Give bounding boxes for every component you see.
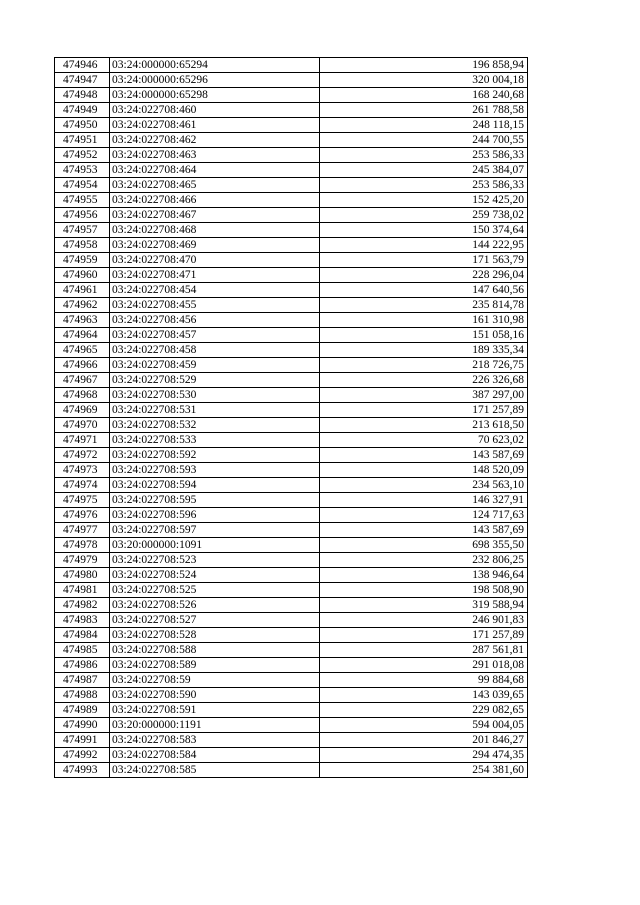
cadastral-number-cell: 03:24:022708:524 <box>110 568 320 583</box>
amount-cell: 245 384,07 <box>320 163 528 178</box>
amount-cell: 294 474,35 <box>320 748 528 763</box>
amount-cell: 143 039,65 <box>320 688 528 703</box>
amount-cell: 229 082,65 <box>320 703 528 718</box>
table-row <box>55 583 528 598</box>
row-number-cell: 474965 <box>55 343 110 358</box>
row-number-cell: 474973 <box>55 463 110 478</box>
cadastral-number-cell: 03:24:022708:471 <box>110 268 320 283</box>
cadastral-number-cell: 03:24:022708:458 <box>110 343 320 358</box>
row-number-cell: 474981 <box>55 583 110 598</box>
row-number-cell: 474985 <box>55 643 110 658</box>
amount-cell: 387 297,00 <box>320 388 528 403</box>
amount-cell: 320 004,18 <box>320 73 528 88</box>
row-number-cell: 474990 <box>55 718 110 733</box>
cadastral-number-cell: 03:24:000000:65294 <box>110 58 320 73</box>
table-row <box>55 628 528 643</box>
amount-cell: 143 587,69 <box>320 523 528 538</box>
table-row <box>55 238 528 253</box>
table-row <box>55 463 528 478</box>
table-row <box>55 643 528 658</box>
table-row <box>55 388 528 403</box>
cadastral-number-cell: 03:24:022708:591 <box>110 703 320 718</box>
table-row <box>55 223 528 238</box>
row-number-cell: 474966 <box>55 358 110 373</box>
table-row <box>55 403 528 418</box>
amount-cell: 152 425,20 <box>320 193 528 208</box>
table-row <box>55 568 528 583</box>
amount-cell: 161 310,98 <box>320 313 528 328</box>
cadastral-number-cell: 03:24:022708:592 <box>110 448 320 463</box>
table-row <box>55 613 528 628</box>
amount-cell: 246 901,83 <box>320 613 528 628</box>
amount-cell: 698 355,50 <box>320 538 528 553</box>
row-number-cell: 474979 <box>55 553 110 568</box>
row-number-cell: 474986 <box>55 658 110 673</box>
table-row <box>55 493 528 508</box>
row-number-cell: 474975 <box>55 493 110 508</box>
table-row <box>55 733 528 748</box>
row-number-cell: 474972 <box>55 448 110 463</box>
table-row <box>55 163 528 178</box>
cadastral-number-cell: 03:24:022708:530 <box>110 388 320 403</box>
cadastral-number-cell: 03:24:022708:595 <box>110 493 320 508</box>
amount-cell: 594 004,05 <box>320 718 528 733</box>
row-number-cell: 474954 <box>55 178 110 193</box>
row-number-cell: 474978 <box>55 538 110 553</box>
amount-cell: 151 058,16 <box>320 328 528 343</box>
amount-cell: 244 700,55 <box>320 133 528 148</box>
amount-cell: 171 257,89 <box>320 403 528 418</box>
table-row <box>55 193 528 208</box>
cadastral-number-cell: 03:24:022708:462 <box>110 133 320 148</box>
table-row <box>55 178 528 193</box>
table-row <box>55 478 528 493</box>
amount-cell: 138 946,64 <box>320 568 528 583</box>
amount-cell: 198 508,90 <box>320 583 528 598</box>
amount-cell: 189 335,34 <box>320 343 528 358</box>
amount-cell: 232 806,25 <box>320 553 528 568</box>
table-row <box>55 523 528 538</box>
table-row <box>55 418 528 433</box>
row-number-cell: 474961 <box>55 283 110 298</box>
row-number-cell: 474977 <box>55 523 110 538</box>
amount-cell: 253 586,33 <box>320 178 528 193</box>
table-row <box>55 358 528 373</box>
cadastral-number-cell: 03:24:022708:525 <box>110 583 320 598</box>
row-number-cell: 474988 <box>55 688 110 703</box>
row-number-cell: 474989 <box>55 703 110 718</box>
table-row <box>55 763 528 778</box>
cadastral-number-cell: 03:24:022708:526 <box>110 598 320 613</box>
table-row <box>55 58 528 73</box>
row-number-cell: 474992 <box>55 748 110 763</box>
row-number-cell: 474970 <box>55 418 110 433</box>
table-row <box>55 253 528 268</box>
table-row <box>55 658 528 673</box>
amount-cell: 291 018,08 <box>320 658 528 673</box>
amount-cell: 228 296,04 <box>320 268 528 283</box>
cadastral-number-cell: 03:24:022708:594 <box>110 478 320 493</box>
cadastral-number-cell: 03:24:022708:528 <box>110 628 320 643</box>
table-row <box>55 118 528 133</box>
row-number-cell: 474947 <box>55 73 110 88</box>
amount-cell: 218 726,75 <box>320 358 528 373</box>
row-number-cell: 474987 <box>55 673 110 688</box>
table-row <box>55 283 528 298</box>
table-row <box>55 553 528 568</box>
row-number-cell: 474963 <box>55 313 110 328</box>
cadastral-number-cell: 03:24:022708:468 <box>110 223 320 238</box>
cadastral-number-cell: 03:24:022708:457 <box>110 328 320 343</box>
row-number-cell: 474955 <box>55 193 110 208</box>
cadastral-number-cell: 03:24:022708:531 <box>110 403 320 418</box>
cadastral-number-cell: 03:24:022708:585 <box>110 763 320 778</box>
row-number-cell: 474967 <box>55 373 110 388</box>
cadastral-number-cell: 03:24:022708:454 <box>110 283 320 298</box>
cadastral-number-cell: 03:24:022708:466 <box>110 193 320 208</box>
row-number-cell: 474962 <box>55 298 110 313</box>
cadastral-number-cell: 03:24:022708:527 <box>110 613 320 628</box>
row-number-cell: 474974 <box>55 478 110 493</box>
row-number-cell: 474949 <box>55 103 110 118</box>
table-row <box>55 508 528 523</box>
amount-cell: 201 846,27 <box>320 733 528 748</box>
table-row <box>55 313 528 328</box>
table-row <box>55 598 528 613</box>
row-number-cell: 474991 <box>55 733 110 748</box>
row-number-cell: 474968 <box>55 388 110 403</box>
row-number-cell: 474958 <box>55 238 110 253</box>
cadastral-number-cell: 03:24:022708:593 <box>110 463 320 478</box>
cadastral-number-cell: 03:24:022708:469 <box>110 238 320 253</box>
table-row <box>55 88 528 103</box>
table-body <box>55 58 528 778</box>
amount-cell: 171 563,79 <box>320 253 528 268</box>
cadastral-number-cell: 03:24:022708:463 <box>110 148 320 163</box>
row-number-cell: 474982 <box>55 598 110 613</box>
table-row <box>55 73 528 88</box>
row-number-cell: 474946 <box>55 58 110 73</box>
row-number-cell: 474993 <box>55 763 110 778</box>
table-row <box>55 538 528 553</box>
cadastral-number-cell: 03:24:022708:533 <box>110 433 320 448</box>
amount-cell: 147 640,56 <box>320 283 528 298</box>
amount-cell: 261 788,58 <box>320 103 528 118</box>
cadastral-number-cell: 03:20:000000:1191 <box>110 718 320 733</box>
table-row <box>55 328 528 343</box>
amount-cell: 143 587,69 <box>320 448 528 463</box>
cadastral-number-cell: 03:24:022708:456 <box>110 313 320 328</box>
amount-cell: 124 717,63 <box>320 508 528 523</box>
table-row <box>55 103 528 118</box>
row-number-cell: 474964 <box>55 328 110 343</box>
cadastral-number-cell: 03:24:022708:465 <box>110 178 320 193</box>
table-row <box>55 703 528 718</box>
amount-cell: 146 327,91 <box>320 493 528 508</box>
table-row <box>55 268 528 283</box>
cadastral-number-cell: 03:24:022708:523 <box>110 553 320 568</box>
amount-cell: 168 240,68 <box>320 88 528 103</box>
amount-cell: 253 586,33 <box>320 148 528 163</box>
cadastral-number-cell: 03:24:022708:529 <box>110 373 320 388</box>
table-row <box>55 148 528 163</box>
amount-cell: 148 520,09 <box>320 463 528 478</box>
cadastral-number-cell: 03:24:022708:583 <box>110 733 320 748</box>
cadastral-number-cell: 03:20:000000:1091 <box>110 538 320 553</box>
table-row <box>55 448 528 463</box>
amount-cell: 70 623,02 <box>320 433 528 448</box>
row-number-cell: 474971 <box>55 433 110 448</box>
row-number-cell: 474952 <box>55 148 110 163</box>
table-row <box>55 433 528 448</box>
table-row <box>55 373 528 388</box>
cadastral-number-cell: 03:24:022708:467 <box>110 208 320 223</box>
row-number-cell: 474948 <box>55 88 110 103</box>
amount-cell: 150 374,64 <box>320 223 528 238</box>
data-table <box>54 57 528 778</box>
cadastral-number-cell: 03:24:022708:59 <box>110 673 320 688</box>
table-row <box>55 688 528 703</box>
amount-cell: 248 118,15 <box>320 118 528 133</box>
row-number-cell: 474956 <box>55 208 110 223</box>
amount-cell: 99 884,68 <box>320 673 528 688</box>
cadastral-number-cell: 03:24:022708:459 <box>110 358 320 373</box>
cadastral-number-cell: 03:24:022708:470 <box>110 253 320 268</box>
cadastral-number-cell: 03:24:022708:460 <box>110 103 320 118</box>
cadastral-number-cell: 03:24:022708:590 <box>110 688 320 703</box>
amount-cell: 287 561,81 <box>320 643 528 658</box>
amount-cell: 319 588,94 <box>320 598 528 613</box>
amount-cell: 144 222,95 <box>320 238 528 253</box>
row-number-cell: 474957 <box>55 223 110 238</box>
row-number-cell: 474969 <box>55 403 110 418</box>
row-number-cell: 474976 <box>55 508 110 523</box>
cadastral-number-cell: 03:24:000000:65296 <box>110 73 320 88</box>
cadastral-number-cell: 03:24:022708:589 <box>110 658 320 673</box>
table-row <box>55 298 528 313</box>
row-number-cell: 474959 <box>55 253 110 268</box>
table-row <box>55 343 528 358</box>
amount-cell: 196 858,94 <box>320 58 528 73</box>
amount-cell: 213 618,50 <box>320 418 528 433</box>
row-number-cell: 474951 <box>55 133 110 148</box>
row-number-cell: 474953 <box>55 163 110 178</box>
cadastral-number-cell: 03:24:022708:455 <box>110 298 320 313</box>
row-number-cell: 474960 <box>55 268 110 283</box>
amount-cell: 226 326,68 <box>320 373 528 388</box>
row-number-cell: 474984 <box>55 628 110 643</box>
cadastral-number-cell: 03:24:022708:464 <box>110 163 320 178</box>
table-row <box>55 673 528 688</box>
table-row <box>55 718 528 733</box>
amount-cell: 234 563,10 <box>320 478 528 493</box>
row-number-cell: 474950 <box>55 118 110 133</box>
cadastral-number-cell: 03:24:022708:584 <box>110 748 320 763</box>
cadastral-number-cell: 03:24:022708:597 <box>110 523 320 538</box>
cadastral-number-cell: 03:24:022708:461 <box>110 118 320 133</box>
amount-cell: 171 257,89 <box>320 628 528 643</box>
table-row <box>55 748 528 763</box>
table-row <box>55 208 528 223</box>
row-number-cell: 474983 <box>55 613 110 628</box>
amount-cell: 254 381,60 <box>320 763 528 778</box>
row-number-cell: 474980 <box>55 568 110 583</box>
cadastral-number-cell: 03:24:022708:532 <box>110 418 320 433</box>
cadastral-number-cell: 03:24:000000:65298 <box>110 88 320 103</box>
cadastral-number-cell: 03:24:022708:588 <box>110 643 320 658</box>
amount-cell: 235 814,78 <box>320 298 528 313</box>
table-row <box>55 133 528 148</box>
cadastral-number-cell: 03:24:022708:596 <box>110 508 320 523</box>
amount-cell: 259 738,02 <box>320 208 528 223</box>
